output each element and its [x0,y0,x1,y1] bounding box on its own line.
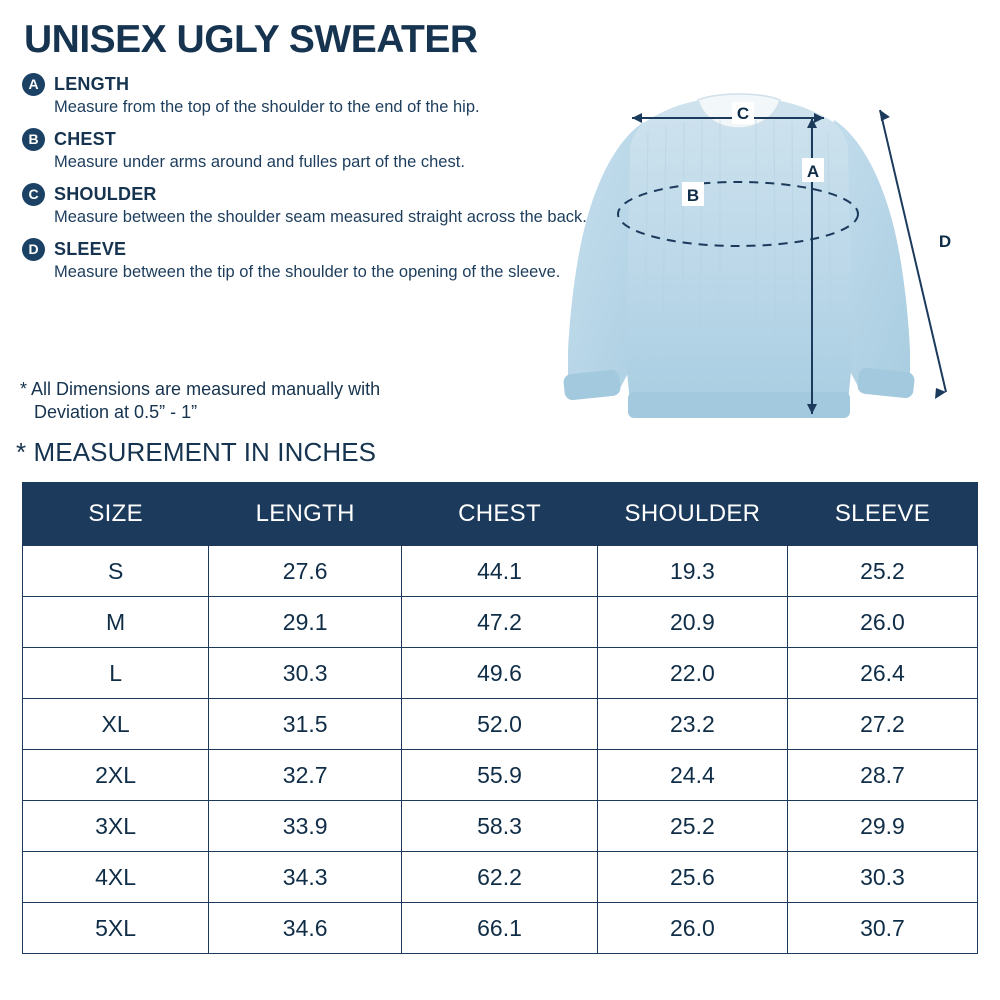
cell-size: 3XL [23,801,209,852]
cell-shoulder: 20.9 [597,597,787,648]
cell-chest: 44.1 [402,546,598,597]
legend-desc-chest: Measure under arms around and fulles part of the chest. [54,153,465,171]
table-row [23,750,978,801]
cell-length: 32.7 [209,750,402,801]
legend-title-shoulder: SHOULDER [54,184,157,204]
cell-shoulder: 23.2 [597,699,787,750]
legend-title-chest: CHEST [54,129,117,149]
cell-sleeve: 28.7 [787,750,977,801]
table-row [23,546,978,597]
table-header-length: LENGTH [209,483,402,546]
cell-shoulder: 26.0 [597,903,787,954]
cell-length: 30.3 [209,648,402,699]
size-table [22,482,978,954]
measurement-legend [22,72,592,292]
legend-desc-shoulder: Measure between the shoulder seam measured straight across the back. [54,208,587,226]
cell-shoulder: 19.3 [597,546,787,597]
cell-shoulder: 22.0 [597,648,787,699]
cell-length: 31.5 [209,699,402,750]
cell-sleeve: 25.2 [787,546,977,597]
cell-length: 34.3 [209,852,402,903]
sweater-illustration [548,62,988,462]
cell-length: 34.6 [209,903,402,954]
cell-sleeve: 26.4 [787,648,977,699]
deviation-note [20,378,540,424]
table-row [23,903,978,954]
table-row [23,852,978,903]
cell-size: 5XL [23,903,209,954]
cell-chest: 58.3 [402,801,598,852]
cell-chest: 52.0 [402,699,598,750]
label-a: A [806,162,820,181]
table-row [23,648,978,699]
legend-desc-sleeve: Measure between the tip of the shoulder to the opening of the sleeve. [54,263,561,281]
cell-size: 2XL [23,750,209,801]
cell-size: L [23,648,209,699]
cell-shoulder: 25.6 [597,852,787,903]
cell-sleeve: 26.0 [787,597,977,648]
label-b: B [686,186,700,205]
table-row [23,801,978,852]
legend-item-chest [22,127,592,173]
table-header-sleeve: SLEEVE [787,483,977,546]
legend-desc-length: Measure from the top of the shoulder to the end of the hip. [54,98,480,116]
deviation-note-line1: * All Dimensions are measured manually with [20,379,381,399]
legend-title-length: LENGTH [54,74,130,94]
table-row [23,597,978,648]
hem-rib [628,392,850,418]
cell-sleeve: 30.3 [787,852,977,903]
cell-shoulder: 24.4 [597,750,787,801]
cell-size: S [23,546,209,597]
table-header-chest: CHEST [402,483,598,546]
label-d: D [938,232,952,251]
cell-shoulder: 25.2 [597,801,787,852]
size-table-wrapper [22,482,978,954]
page-title: UNISEX UGLY SWEATER [24,18,478,61]
cell-length: 29.1 [209,597,402,648]
table-header-shoulder: SHOULDER [597,483,787,546]
legend-title-sleeve: SLEEVE [54,239,127,259]
cell-sleeve: 29.9 [787,801,977,852]
legend-badge-b: B [22,128,45,151]
cell-chest: 49.6 [402,648,598,699]
legend-badge-c: C [22,183,45,206]
deviation-note-line2: Deviation at 0.5” - 1” [34,402,198,422]
cell-chest: 55.9 [402,750,598,801]
body-shape [626,98,852,402]
table-header-size: SIZE [23,483,209,546]
legend-item-length [22,72,592,118]
cell-length: 33.9 [209,801,402,852]
cell-chest: 66.1 [402,903,598,954]
table-row [23,699,978,750]
cell-length: 27.6 [209,546,402,597]
cell-chest: 47.2 [402,597,598,648]
legend-badge-a: A [22,73,45,96]
label-c: C [736,104,750,123]
cell-chest: 62.2 [402,852,598,903]
cell-sleeve: 27.2 [787,699,977,750]
cell-sleeve: 30.7 [787,903,977,954]
legend-item-sleeve [22,237,592,283]
table-header-row [23,483,978,546]
measurement-unit-note: * MEASUREMENT IN INCHES [16,437,377,467]
cell-size: M [23,597,209,648]
legend-item-shoulder [22,182,592,228]
cell-size: 4XL [23,852,209,903]
legend-badge-d: D [22,238,45,261]
cell-size: XL [23,699,209,750]
